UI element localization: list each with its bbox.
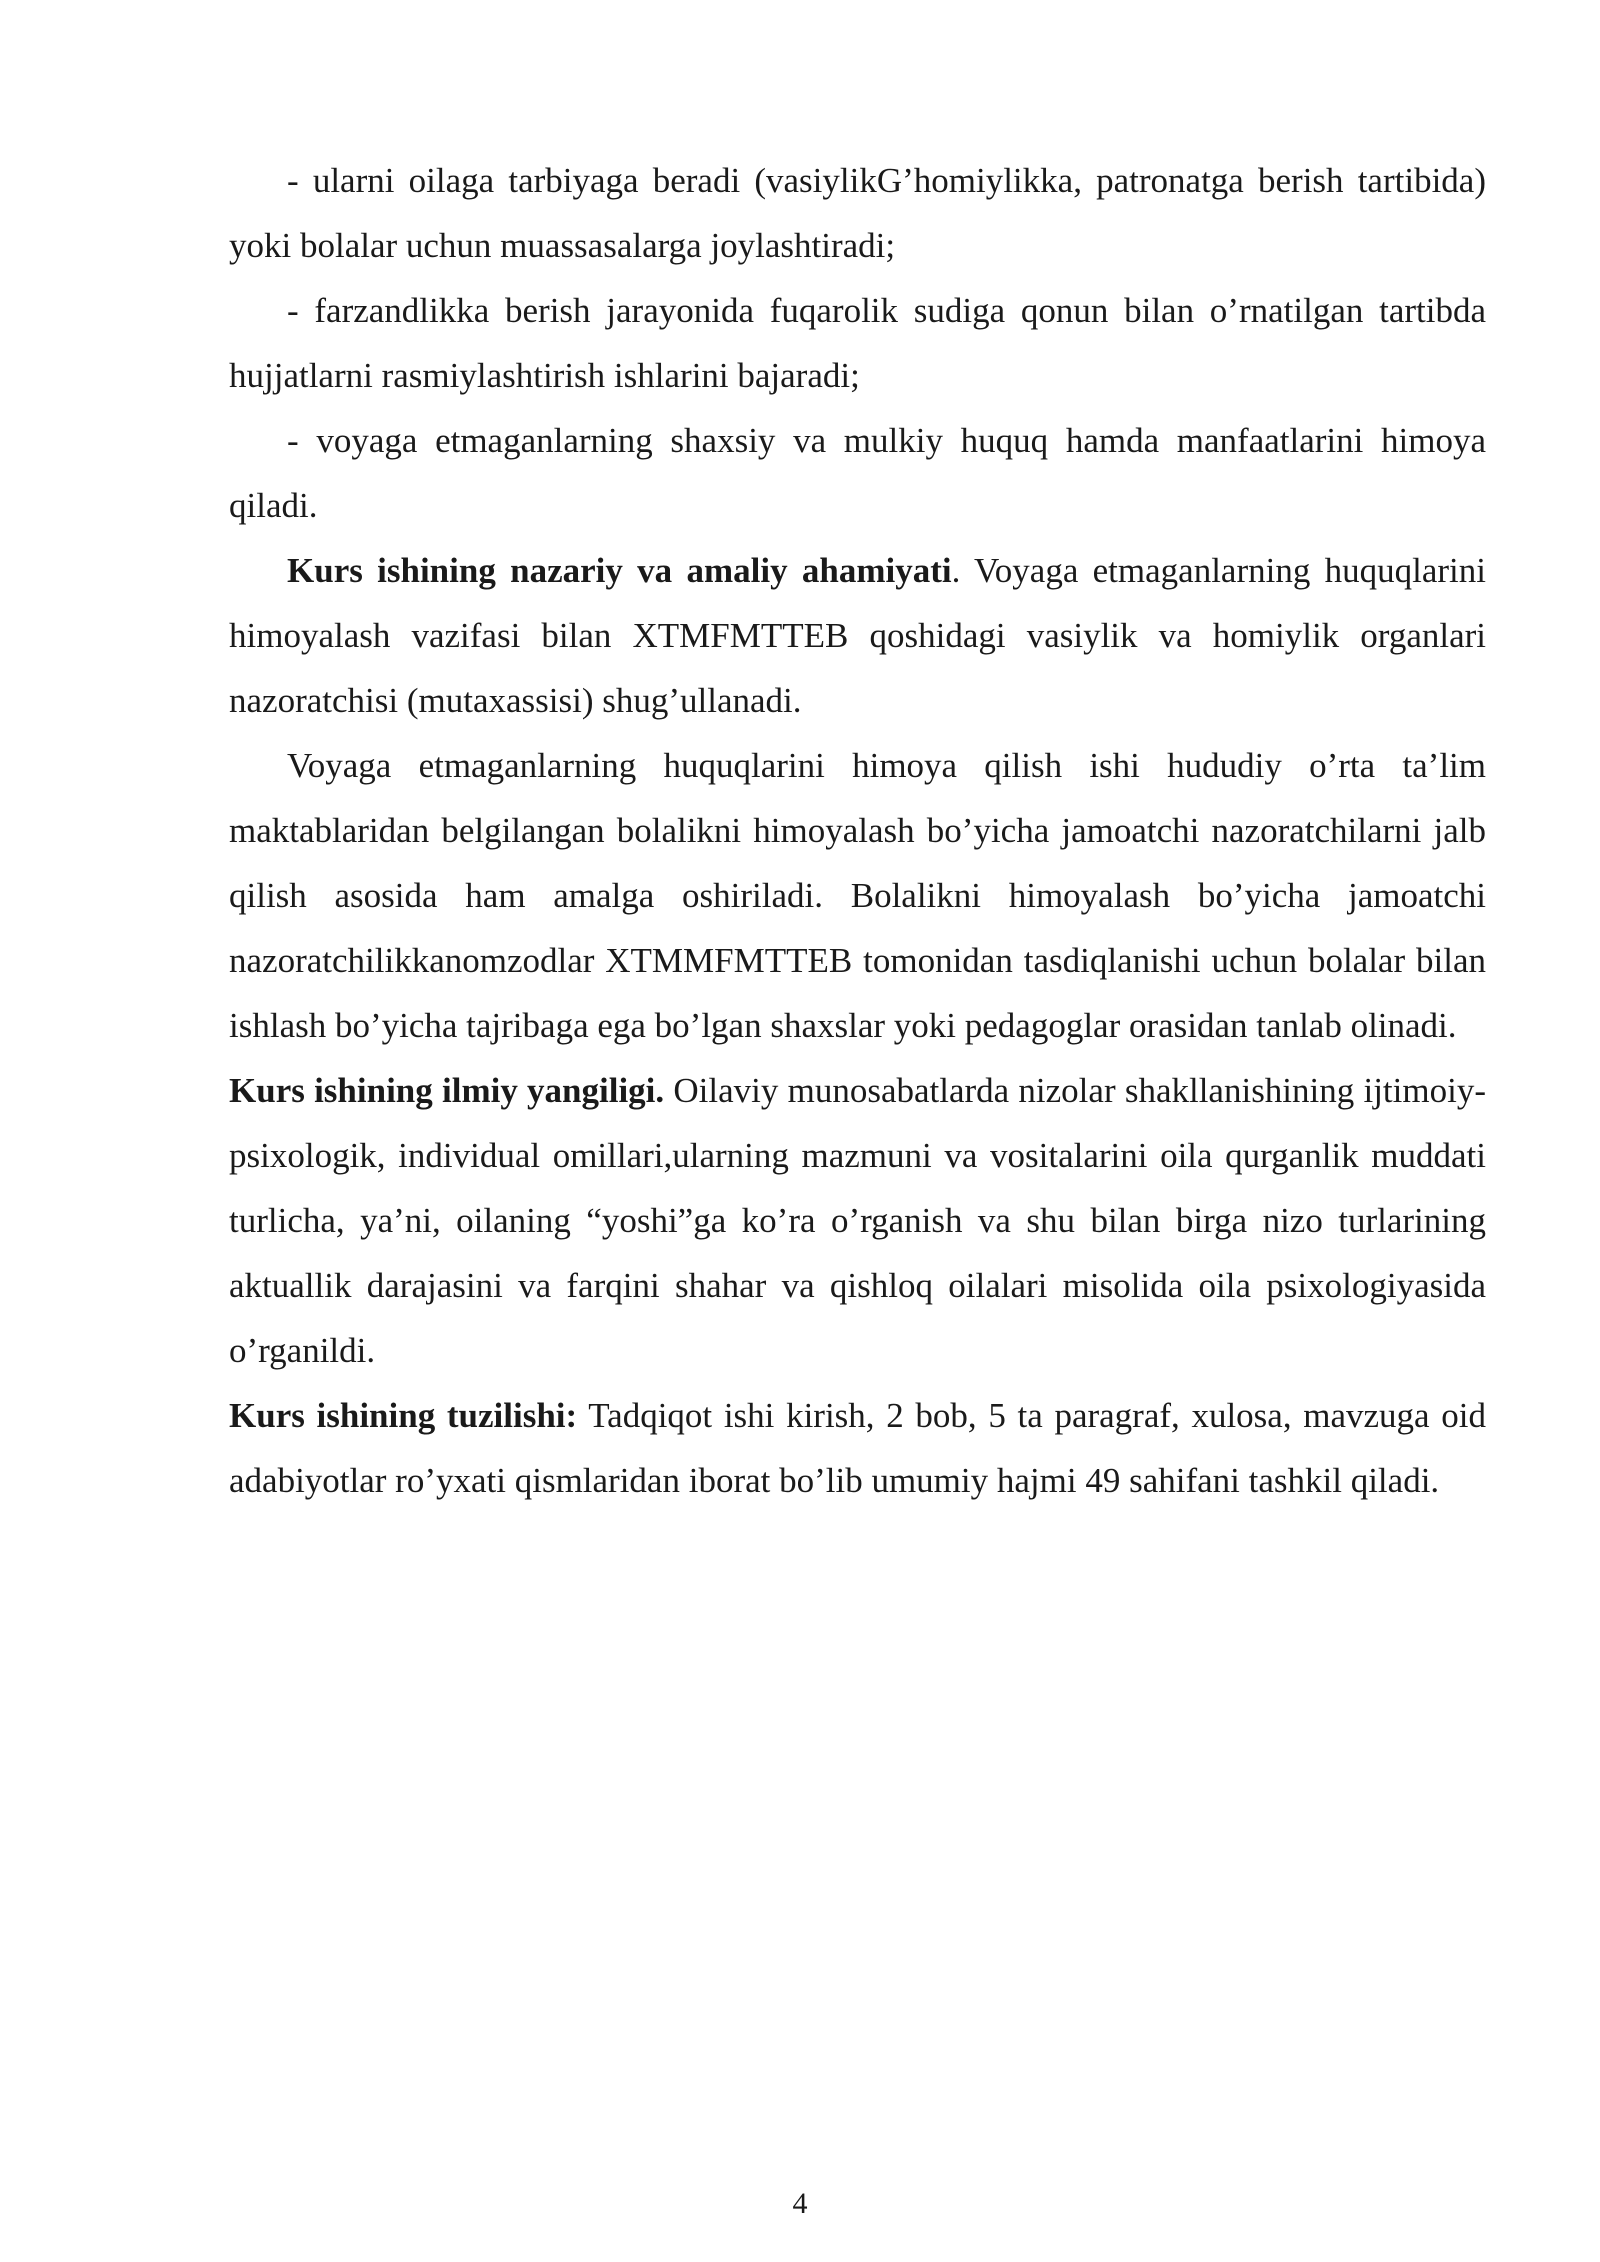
paragraph-rights-protection <box>229 733 1486 1058</box>
section-heading: Kurs ishining tuzilishi: <box>229 1396 578 1435</box>
paragraph-text: . Voyaga etmaganlarning huquqlarini himoyalash vazifasi bilan XTMFMTTEB qoshidagi vasiylik va homiylik organlari nazoratchisi (mutaxassisi) shug’ullanadi. <box>229 551 1486 720</box>
section-heading: Kurs ishining ilmiy yangiligi. <box>229 1071 665 1110</box>
paragraph-text: Voyaga etmaganlarning huquqlarini himoya qilish ishi hududiy o’rta ta’lim maktablaridan belgilangan bolalikni himoyalash bo’yicha jamoatchi nazoratchilarni jalb qilish asosida ham amalga oshiriladi. Bolalikni himoyalash bo’yicha jamoatchi nazoratchilikkanomzodlar XTMMFMTTEB tomonidan tasdiqlanishi uchun bolalar bilan ishlash bo’yicha tajribaga ega bo’lgan shaxslar yoki pedagoglar orasidan tanlab olinadi. <box>229 746 1486 1045</box>
paragraph-text: - farzandlikka berish jarayonida fuqarolik sudiga qonun bilan o’rnatilgan tartibda hujjatlarni rasmiylashtirish ishlarini bajaradi; <box>229 291 1486 395</box>
paragraph-significance <box>229 538 1486 733</box>
paragraph-text: Oilaviy munosabatlarda nizolar shakllanishining ijtimoiy-psixologik, individual omillari,ularning mazmuni va vositalarini oila qurganlik muddati turlicha, ya’ni, oilaning “yoshi”ga ko’ra o’rganish va shu bilan birga nizo turlarining aktuallik darajasini va farqini shahar va qishloq oilalari misolida oila psixologiyasida o’rganildi. <box>229 1071 1486 1370</box>
list-item-adoption <box>229 278 1486 408</box>
paragraph-text: - ularni oilaga tarbiyaga beradi (vasiylikG’homiylikka, patronatga berish tartibida) yoki bolalar uchun muassasalarga joylashtiradi; <box>229 161 1486 265</box>
page-number: 4 <box>792 2187 808 2220</box>
list-item-placement <box>229 148 1486 278</box>
section-heading: Kurs ishining nazariy va amaliy ahamiyati <box>287 551 952 590</box>
paragraph-text: Tadqiqot ishi kirish, 2 bob, 5 ta paragraf, xulosa, mavzuga oid adabiyotlar ro’yxati qismlaridan iborat bo’lib umumiy hajmi 49 sahifani tashkil qiladi. <box>229 1396 1486 1500</box>
document-body <box>229 148 1486 1513</box>
paragraph-text: - voyaga etmaganlarning shaxsiy va mulkiy huquq hamda manfaatlarini himoya qiladi. <box>229 421 1486 525</box>
list-item-protection <box>229 408 1486 538</box>
paragraph-novelty <box>229 1058 1486 1383</box>
paragraph-structure <box>229 1383 1486 1513</box>
